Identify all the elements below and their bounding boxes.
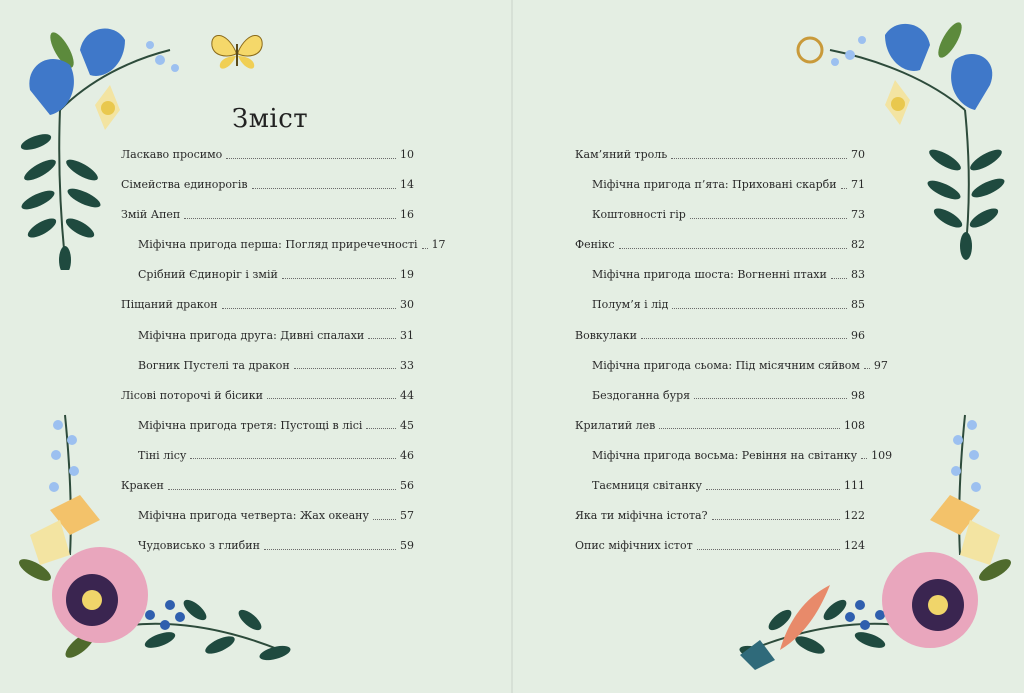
toc-entry[interactable]	[121, 381, 414, 411]
toc-entry[interactable]	[121, 170, 414, 200]
toc-entry-label: Тіні лісу	[138, 448, 187, 462]
toc-entry-page: 16	[400, 208, 414, 222]
toc-subentry[interactable]	[575, 200, 865, 230]
toc-entry-label: Сімейства единорогів	[121, 178, 248, 192]
toc-subentry[interactable]	[121, 321, 414, 351]
toc-entry-page: 97	[873, 358, 888, 372]
toc-entry-page: 57	[400, 509, 414, 523]
toc-subentry[interactable]	[575, 351, 888, 381]
toc-subentry[interactable]	[121, 441, 414, 471]
toc-entry-label: Вовкулаки	[575, 328, 637, 342]
toc-entry-page: 46	[400, 448, 414, 462]
leader-dots	[366, 428, 396, 429]
leader-dots	[690, 218, 847, 219]
toc-entry-label: Кам’яний троль	[575, 148, 668, 161]
toc-entry-page: 98	[851, 388, 865, 402]
toc-entry-label: Вогник Пустелі та дракон	[138, 358, 290, 372]
toc-subentry[interactable]	[575, 471, 865, 501]
toc-entry-label: Міфічна пригода сьома: Під місячним сяйвом	[592, 358, 860, 372]
toc-subentry[interactable]	[121, 411, 414, 441]
toc-entry-page: 45	[400, 418, 414, 432]
toc-entry-label: Чудовисько з глибин	[138, 539, 260, 553]
toc-entry-label: Срібний Єдиноріг і змій	[138, 268, 278, 282]
toc-entry[interactable]	[121, 200, 414, 230]
leader-dots	[861, 458, 867, 459]
toc-entry-label: Міфічна пригода восьма: Ревіння на світанку	[592, 448, 858, 462]
toc-entry[interactable]	[575, 230, 865, 260]
leader-dots	[706, 489, 840, 490]
toc-entry[interactable]	[121, 471, 414, 501]
leader-dots	[694, 398, 847, 399]
toc-entry-page: 82	[851, 238, 865, 252]
toc-entry-page: 30	[400, 298, 414, 312]
toc-entry-page: 96	[851, 328, 865, 342]
leader-dots	[659, 428, 840, 429]
toc-entry-page: 17	[431, 238, 446, 252]
toc-entry-page: 85	[851, 298, 865, 312]
toc-entry-page: 71	[851, 178, 865, 192]
leader-dots	[267, 398, 396, 399]
toc-entry-page: 31	[400, 328, 414, 342]
page-title: Зміст	[232, 104, 309, 134]
toc-subentry[interactable]	[575, 441, 893, 471]
leader-dots	[641, 338, 847, 339]
toc-entry[interactable]	[575, 411, 865, 441]
toc-entry-label: Міфічна пригода перша: Погляд приречечності	[138, 238, 418, 252]
toc-entry-page: 122	[844, 509, 865, 523]
leader-dots	[226, 158, 396, 159]
toc-entry-page: 124	[844, 539, 865, 553]
leader-dots	[294, 368, 396, 369]
toc-entry-label: Ласкаво просимо	[121, 148, 223, 161]
toc-entry-label: Міфічна пригода п’ята: Приховані скарби	[592, 178, 837, 192]
toc-entry-label: Таємниця світанку	[592, 479, 702, 493]
toc-entry-label: Міфічна пригода шоста: Вогненні птахи	[592, 268, 827, 282]
butterfly-icon	[206, 26, 268, 78]
toc-right-column	[575, 140, 893, 561]
toc-entry-label: Лісові поторочі й бісики	[121, 388, 263, 402]
toc-subentry[interactable]	[121, 260, 414, 290]
leader-dots	[831, 278, 847, 279]
leader-dots	[282, 278, 396, 279]
toc-entry-page: 111	[844, 479, 865, 493]
toc-entry-page: 83	[851, 268, 865, 282]
toc-entry-label: Полум’я і лід	[592, 298, 669, 312]
toc-entry-page: 73	[851, 208, 865, 222]
toc-subentry[interactable]	[575, 381, 865, 411]
leader-dots	[222, 308, 396, 309]
toc-entry[interactable]	[121, 140, 414, 170]
toc-subentry[interactable]	[575, 260, 865, 290]
toc-entry-label: Яка ти міфічна істота?	[575, 509, 708, 523]
toc-left-column	[121, 140, 446, 561]
leader-dots	[373, 519, 396, 520]
leader-dots	[841, 188, 847, 189]
toc-entry-page: 14	[400, 178, 414, 192]
toc-subentry[interactable]	[121, 531, 414, 561]
toc-entry-page: 44	[400, 388, 414, 402]
page-gutter	[511, 0, 513, 693]
toc-subentry[interactable]	[121, 501, 414, 531]
toc-entry-page: 33	[400, 358, 414, 372]
leader-dots	[184, 218, 396, 219]
leader-dots	[422, 248, 428, 249]
leader-dots	[368, 338, 396, 339]
leader-dots	[712, 519, 840, 520]
leader-dots	[168, 489, 396, 490]
toc-entry-page: 109	[871, 448, 893, 462]
toc-entry-label: Піщаний дракон	[121, 298, 218, 312]
toc-entry-label: Бездоганна буря	[592, 388, 691, 402]
toc-entry[interactable]	[575, 321, 865, 351]
leader-dots	[672, 308, 847, 309]
toc-entry-label: Крилатий лев	[575, 418, 656, 432]
toc-entry-label: Опис міфічних істот	[575, 539, 693, 553]
toc-entry-page: 108	[844, 418, 865, 432]
toc-entry-page: 19	[400, 268, 414, 282]
leader-dots	[619, 248, 847, 249]
leader-dots	[671, 158, 847, 159]
leader-dots	[190, 458, 396, 459]
toc-entry[interactable]	[575, 501, 865, 531]
toc-entry-page: 70	[851, 148, 865, 161]
toc-entry-label: Міфічна пригода третя: Пустощі в лісі	[138, 418, 363, 432]
toc-entry[interactable]	[575, 140, 865, 170]
leader-dots	[864, 368, 870, 369]
leader-dots	[264, 549, 396, 550]
toc-entry-label: Міфічна пригода четверта: Жах океану	[138, 509, 369, 523]
toc-subentry[interactable]	[575, 170, 865, 200]
toc-subentry[interactable]	[121, 351, 414, 381]
toc-entry[interactable]	[121, 290, 414, 320]
toc-subentry[interactable]	[575, 290, 865, 320]
leader-dots	[697, 549, 840, 550]
toc-entry-label: Кракен	[121, 479, 164, 493]
toc-entry-label: Міфічна пригода друга: Дивні спалахи	[138, 328, 365, 342]
toc-entry-page: 56	[400, 479, 414, 493]
leader-dots	[252, 188, 396, 189]
toc-entry-label: Фенікс	[575, 238, 615, 252]
toc-entry[interactable]	[575, 531, 865, 561]
toc-entry-page: 10	[400, 148, 414, 161]
toc-entry-label: Змій Апеп	[121, 208, 181, 222]
toc-entry-label: Коштовності гір	[592, 208, 686, 222]
toc-entry-page: 59	[400, 539, 414, 553]
toc-subentry[interactable]	[121, 230, 446, 260]
